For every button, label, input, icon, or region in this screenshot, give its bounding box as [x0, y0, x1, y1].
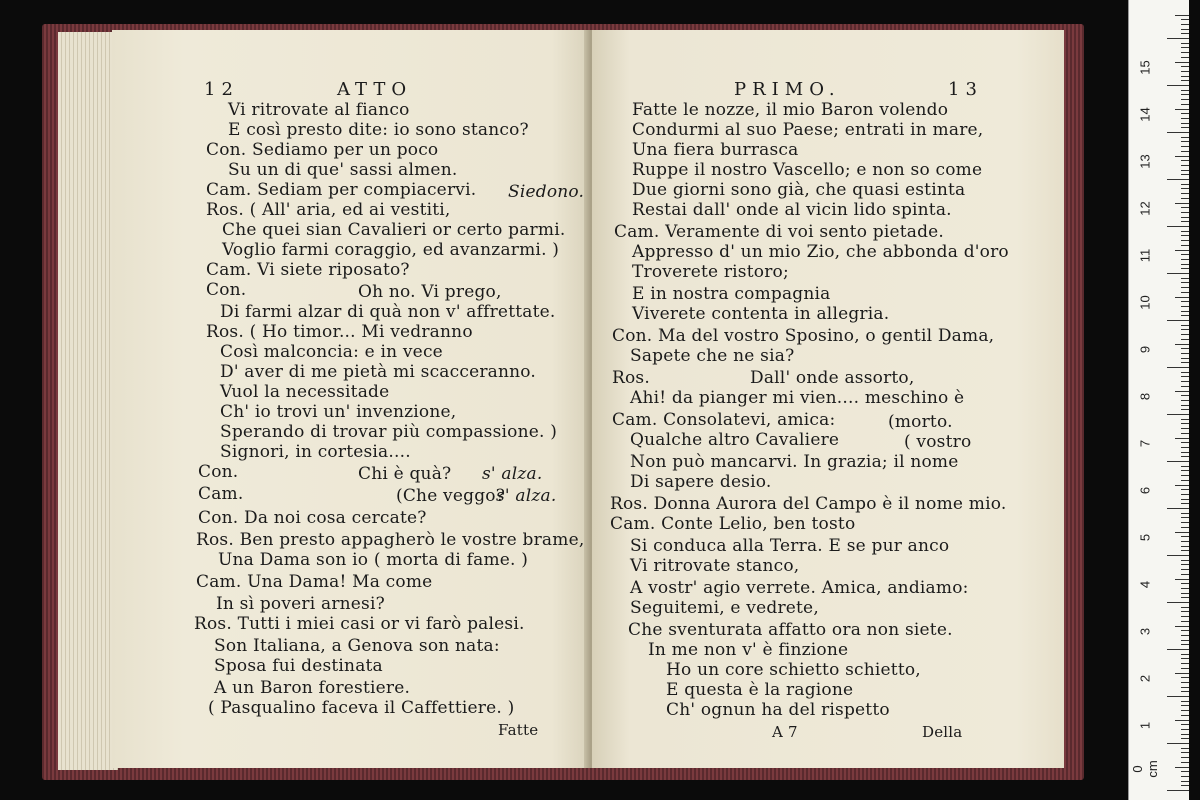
- text-line: Restai dall' onde al vicin lido spinta.: [632, 200, 952, 220]
- text-line: Oh no. Vi prego,: [358, 282, 502, 302]
- ruler-tick: [1181, 621, 1189, 622]
- ruler-tick: [1181, 254, 1189, 255]
- text-line: Ros. ( All' aria, ed ai vestiti,: [206, 200, 451, 220]
- ruler-tick: [1175, 391, 1189, 392]
- ruler-tick: [1167, 461, 1189, 462]
- ruler-tick: [1181, 447, 1189, 448]
- ruler-tick: [1181, 282, 1189, 283]
- text-line: Che quei sian Cavalieri or certo parmi.: [222, 220, 566, 240]
- ruler-tick: [1175, 673, 1189, 674]
- text-line: Sapete che ne sia?: [630, 346, 795, 366]
- text-line: Cam. Vi siete riposato?: [206, 260, 410, 280]
- text-line: Condurmi al suo Paese; entrati in mare,: [632, 120, 984, 140]
- ruler-label: 8: [1137, 392, 1153, 401]
- ruler-tick: [1181, 146, 1189, 147]
- right-page: [592, 30, 1064, 768]
- ruler-tick: [1175, 344, 1189, 345]
- text-line: Cam. Una Dama! Ma come: [196, 572, 433, 592]
- ruler-tick: [1181, 33, 1189, 34]
- text-line: Seguitemi, e vedrete,: [630, 598, 819, 618]
- text-line: Fatte le nozze, il mio Baron volendo: [632, 100, 949, 120]
- ruler-tick: [1167, 696, 1189, 697]
- ruler-tick: [1167, 367, 1189, 368]
- ruler-tick: [1181, 217, 1189, 218]
- ruler-tick: [1181, 687, 1189, 688]
- text-line: Non può mancarvi. In grazia; il nome: [630, 452, 959, 472]
- ruler-tick: [1181, 564, 1189, 565]
- ruler-tick: [1175, 485, 1189, 486]
- ruler-tick: [1181, 776, 1189, 777]
- ruler-tick: [1181, 151, 1189, 152]
- ruler-tick: [1181, 94, 1189, 95]
- ruler-tick: [1175, 720, 1189, 721]
- ruler-tick: [1181, 517, 1189, 518]
- ruler-tick: [1181, 715, 1189, 716]
- ruler-tick: [1175, 250, 1189, 251]
- ruler-tick: [1181, 400, 1189, 401]
- ruler-tick: [1181, 583, 1189, 584]
- ruler-tick: [1181, 353, 1189, 354]
- measurement-ruler: [1128, 0, 1189, 800]
- ruler-tick: [1181, 24, 1189, 25]
- ruler-tick: [1181, 734, 1189, 735]
- ruler-tick: [1181, 677, 1189, 678]
- ruler-tick: [1181, 235, 1189, 236]
- text-line: Voglio farmi coraggio, ed avanzarmi. ): [222, 240, 560, 260]
- ruler-tick: [1181, 90, 1189, 91]
- text-line: Cam.: [198, 484, 244, 504]
- ruler-tick: [1181, 19, 1189, 20]
- text-line: Troverete ristoro;: [632, 262, 789, 282]
- ruler-label: 11: [1137, 248, 1153, 263]
- ruler-tick: [1181, 207, 1189, 208]
- text-line: Sposa fui destinata: [214, 656, 383, 676]
- stage-direction: Siedono.: [508, 182, 585, 202]
- ruler-tick: [1181, 691, 1189, 692]
- ruler-tick: [1181, 221, 1189, 222]
- ruler-label: 15: [1137, 60, 1153, 75]
- ruler-tick: [1181, 701, 1189, 702]
- ruler-tick: [1167, 743, 1189, 744]
- text-line: Ruppe il nostro Vascello; e non so come: [632, 160, 983, 180]
- ruler-tick: [1181, 188, 1189, 189]
- text-line: Vuol la necessitade: [220, 382, 390, 402]
- ruler-tick: [1181, 301, 1189, 302]
- ruler-tick: [1181, 113, 1189, 114]
- ruler-tick: [1175, 15, 1189, 16]
- text-line: Ahi! da pianger mi vien.... meschino è: [630, 388, 965, 408]
- ruler-tick: [1181, 362, 1189, 363]
- ruler-tick: [1181, 123, 1189, 124]
- ruler-tick: [1181, 292, 1189, 293]
- ruler-tick: [1181, 193, 1189, 194]
- ruler-tick: [1181, 762, 1189, 763]
- ruler-tick: [1181, 339, 1189, 340]
- ruler-label: 9: [1137, 345, 1153, 354]
- ruler-tick: [1167, 226, 1189, 227]
- page-edges: [58, 32, 118, 770]
- ruler-tick: [1181, 405, 1189, 406]
- ruler-tick: [1181, 141, 1189, 142]
- text-line: Vi ritrovate stanco,: [630, 556, 800, 576]
- ruler-tick: [1181, 137, 1189, 138]
- text-line: In me non v' è finzione: [648, 640, 849, 660]
- ruler-tick: [1175, 297, 1189, 298]
- ruler-tick: [1181, 311, 1189, 312]
- ruler-tick: [1181, 588, 1189, 589]
- ruler-tick: [1181, 104, 1189, 105]
- text-line: Che sventurata affatto ora non siete.: [628, 620, 953, 640]
- ruler-label: 2: [1137, 674, 1153, 683]
- ruler-tick: [1181, 127, 1189, 128]
- ruler-label: 0 cm: [1130, 760, 1160, 778]
- text-line: Si conduca alla Terra. E se pur anco: [630, 536, 950, 556]
- text-line: Cam. Conte Lelio, ben tosto: [610, 514, 856, 534]
- page-number-right: 13: [948, 79, 983, 100]
- text-line: E in nostra compagnia: [632, 284, 831, 304]
- ruler-label: 12: [1137, 201, 1153, 216]
- ruler-tick: [1175, 532, 1189, 533]
- ruler-tick: [1181, 781, 1189, 782]
- text-line: (morto.: [888, 412, 953, 432]
- ruler-label: 3: [1137, 627, 1153, 636]
- ruler-tick: [1167, 85, 1189, 86]
- text-line: Ch' ognun ha del rispetto: [666, 700, 890, 720]
- ruler-tick: [1175, 109, 1189, 110]
- ruler-tick: [1181, 184, 1189, 185]
- text-line: Viverete contenta in allegria.: [632, 304, 890, 324]
- ruler-tick: [1181, 668, 1189, 669]
- text-line: Cam. Consolatevi, amica:: [612, 410, 836, 430]
- ruler-tick: [1181, 705, 1189, 706]
- ruler-tick: [1181, 433, 1189, 434]
- ruler-tick: [1181, 724, 1189, 725]
- ruler-tick: [1181, 569, 1189, 570]
- catchword: Fatte: [498, 721, 539, 739]
- ruler-tick: [1181, 593, 1189, 594]
- left-page: [112, 30, 590, 768]
- ruler-tick: [1181, 560, 1189, 561]
- page-number-left: 12: [204, 79, 239, 100]
- ruler-tick: [1181, 616, 1189, 617]
- ruler-tick: [1181, 738, 1189, 739]
- ruler-tick: [1181, 315, 1189, 316]
- text-line: Così malconcia: e in vece: [220, 342, 443, 362]
- ruler-tick: [1181, 480, 1189, 481]
- ruler-tick: [1181, 245, 1189, 246]
- ruler-tick: [1167, 320, 1189, 321]
- ruler-tick: [1175, 438, 1189, 439]
- ruler-tick: [1175, 62, 1189, 63]
- text-line: ( Pasqualino faceva il Caffettiere. ): [208, 698, 515, 718]
- ruler-tick: [1181, 71, 1189, 72]
- ruler-tick: [1181, 522, 1189, 523]
- ruler-tick: [1181, 729, 1189, 730]
- ruler-tick: [1181, 710, 1189, 711]
- ruler-tick: [1181, 80, 1189, 81]
- ruler-tick: [1181, 428, 1189, 429]
- signature-mark: A 7: [772, 723, 798, 741]
- ruler-tick: [1181, 499, 1189, 500]
- ruler-tick: [1181, 475, 1189, 476]
- ruler-tick: [1181, 287, 1189, 288]
- text-line: Una fiera burrasca: [632, 140, 799, 160]
- ruler-tick: [1167, 508, 1189, 509]
- ruler-tick: [1181, 771, 1189, 772]
- ruler-label: 5: [1137, 533, 1153, 542]
- ruler-tick: [1181, 466, 1189, 467]
- text-line: Una Dama son io ( morta di fame. ): [218, 550, 529, 570]
- ruler-label: 14: [1137, 107, 1153, 122]
- text-line: Ros.: [612, 368, 650, 388]
- text-line: Appresso d' un mio Zio, che abbonda d'oro: [632, 242, 1009, 262]
- text-line: Di farmi alzar di quà non v' affrettate.: [220, 302, 556, 322]
- ruler-tick: [1181, 470, 1189, 471]
- text-line: Cam. Veramente di voi sento pietade.: [614, 222, 945, 242]
- ruler-tick: [1181, 658, 1189, 659]
- text-line: Son Italiana, a Genova son nata:: [214, 636, 500, 656]
- text-line: Dall' onde assorto,: [750, 368, 915, 388]
- ruler-tick: [1181, 259, 1189, 260]
- ruler-tick: [1181, 640, 1189, 641]
- ruler-tick: [1181, 160, 1189, 161]
- ruler-tick: [1175, 626, 1189, 627]
- ruler-tick: [1167, 414, 1189, 415]
- stage-direction: s' alza.: [482, 464, 543, 484]
- ruler-tick: [1181, 419, 1189, 420]
- ruler-tick: [1181, 212, 1189, 213]
- ruler-tick: [1181, 348, 1189, 349]
- text-line: D' aver di me pietà mi scacceranno.: [220, 362, 537, 382]
- ruler-tick: [1181, 607, 1189, 608]
- ruler-tick: [1181, 654, 1189, 655]
- text-line: Sperando di trovar più compassione. ): [220, 422, 558, 442]
- text-line: E questa è la ragione: [666, 680, 854, 700]
- ruler-tick: [1181, 99, 1189, 100]
- ruler-tick: [1167, 179, 1189, 180]
- text-line: Su un di que' sassi almen.: [228, 160, 458, 180]
- text-line: Ho un core schietto schietto,: [666, 660, 921, 680]
- ruler-tick: [1167, 132, 1189, 133]
- ruler-tick: [1181, 29, 1189, 30]
- ruler-tick: [1181, 358, 1189, 359]
- ruler-tick: [1181, 395, 1189, 396]
- ruler-tick: [1181, 381, 1189, 382]
- ruler-tick: [1181, 325, 1189, 326]
- text-line: Signori, in cortesia....: [220, 442, 411, 462]
- ruler-tick: [1181, 329, 1189, 330]
- ruler-tick: [1175, 767, 1189, 768]
- ruler-tick: [1181, 546, 1189, 547]
- ruler-tick: [1167, 273, 1189, 274]
- text-line: Vi ritrovate al fianco: [228, 100, 410, 120]
- text-line: Ros. Tutti i miei casi or vi farò palesi.: [194, 614, 525, 634]
- ruler-tick: [1181, 57, 1189, 58]
- ruler-tick: [1181, 47, 1189, 48]
- ruler-tick: [1175, 579, 1189, 580]
- text-line: A vostr' agio verrete. Amica, andiamo:: [630, 578, 969, 598]
- ruler-tick: [1181, 663, 1189, 664]
- ruler-tick: [1181, 423, 1189, 424]
- ruler-tick: [1181, 503, 1189, 504]
- ruler-tick: [1181, 550, 1189, 551]
- ruler-tick: [1181, 536, 1189, 537]
- ruler-tick: [1181, 240, 1189, 241]
- ruler-tick: [1167, 38, 1189, 39]
- ruler-tick: [1167, 555, 1189, 556]
- stage-direction: s' alza.: [496, 486, 557, 506]
- ruler-tick: [1181, 513, 1189, 514]
- text-line: Ros. Ben presto appagherò le vostre brame,: [196, 530, 585, 550]
- ruler-tick: [1181, 748, 1189, 749]
- ruler-tick: [1181, 541, 1189, 542]
- ruler-tick: [1181, 494, 1189, 495]
- ruler-tick: [1167, 649, 1189, 650]
- ruler-tick: [1181, 527, 1189, 528]
- ruler-tick: [1181, 752, 1189, 753]
- ruler-tick: [1181, 386, 1189, 387]
- ruler-tick: [1181, 442, 1189, 443]
- ruler-tick: [1167, 790, 1189, 791]
- text-line: Chi è quà?: [358, 464, 452, 484]
- ruler-label: 13: [1137, 154, 1153, 169]
- ruler-tick: [1181, 306, 1189, 307]
- ruler-tick: [1181, 574, 1189, 575]
- text-line: Con. Ma del vostro Sposino, o gentil Dama,: [612, 326, 995, 346]
- text-line: Ros. Donna Aurora del Campo è il nome mio.: [610, 494, 1007, 514]
- text-line: Ros. ( Ho timor... Mi vedranno: [206, 322, 473, 342]
- ruler-tick: [1181, 597, 1189, 598]
- ruler-tick: [1181, 231, 1189, 232]
- ruler-tick: [1181, 278, 1189, 279]
- ruler-tick: [1181, 66, 1189, 67]
- ruler-tick: [1167, 602, 1189, 603]
- ruler-tick: [1181, 170, 1189, 171]
- ruler-tick: [1181, 372, 1189, 373]
- ruler-tick: [1175, 203, 1189, 204]
- ruler-label: 1: [1137, 721, 1153, 730]
- running-header-left: ATTO: [337, 79, 413, 100]
- ruler-tick: [1181, 165, 1189, 166]
- ruler-tick: [1181, 118, 1189, 119]
- ruler-tick: [1181, 456, 1189, 457]
- running-header-right: PRIMO.: [734, 79, 841, 100]
- text-line: In sì poveri arnesi?: [216, 594, 385, 614]
- text-line: Con.: [206, 280, 247, 300]
- ruler-tick: [1181, 52, 1189, 53]
- text-line: Di sapere desio.: [630, 472, 772, 492]
- ruler-tick: [1181, 174, 1189, 175]
- ruler-label: 10: [1137, 295, 1153, 310]
- text-line: E così presto dite: io sono stanco?: [228, 120, 529, 140]
- text-line: Cam. Sediam per compiacervi.: [206, 180, 477, 200]
- ruler-label: 4: [1137, 580, 1153, 589]
- ruler-tick: [1181, 76, 1189, 77]
- ruler-tick: [1181, 489, 1189, 490]
- text-line: Con. Da noi cosa cercate?: [198, 508, 427, 528]
- text-line: Con.: [198, 462, 239, 482]
- ruler-tick: [1181, 757, 1189, 758]
- catchword: Della: [922, 723, 963, 741]
- ruler-tick: [1181, 198, 1189, 199]
- ruler-tick: [1181, 635, 1189, 636]
- text-line: Qualche altro Cavaliere: [630, 430, 840, 450]
- ruler-tick: [1181, 682, 1189, 683]
- text-line: A un Baron forestiere.: [214, 678, 411, 698]
- ruler-tick: [1175, 156, 1189, 157]
- ruler-tick: [1181, 785, 1189, 786]
- ruler-tick: [1181, 376, 1189, 377]
- text-line: ( vostro: [904, 432, 972, 452]
- ruler-label: 6: [1137, 486, 1153, 495]
- ruler-tick: [1181, 611, 1189, 612]
- text-line: Con. Sediamo per un poco: [206, 140, 439, 160]
- text-line: (Che veggo?: [396, 486, 506, 506]
- ruler-tick: [1181, 644, 1189, 645]
- ruler-tick: [1181, 43, 1189, 44]
- ruler-tick: [1181, 334, 1189, 335]
- text-line: Ch' io trovi un' invenzione,: [220, 402, 457, 422]
- text-line: Due giorni sono già, che quasi estinta: [632, 180, 966, 200]
- ruler-tick: [1181, 264, 1189, 265]
- ruler-tick: [1181, 409, 1189, 410]
- ruler-tick: [1181, 630, 1189, 631]
- ruler-label: 7: [1137, 439, 1153, 448]
- ruler-tick: [1181, 268, 1189, 269]
- ruler-tick: [1181, 452, 1189, 453]
